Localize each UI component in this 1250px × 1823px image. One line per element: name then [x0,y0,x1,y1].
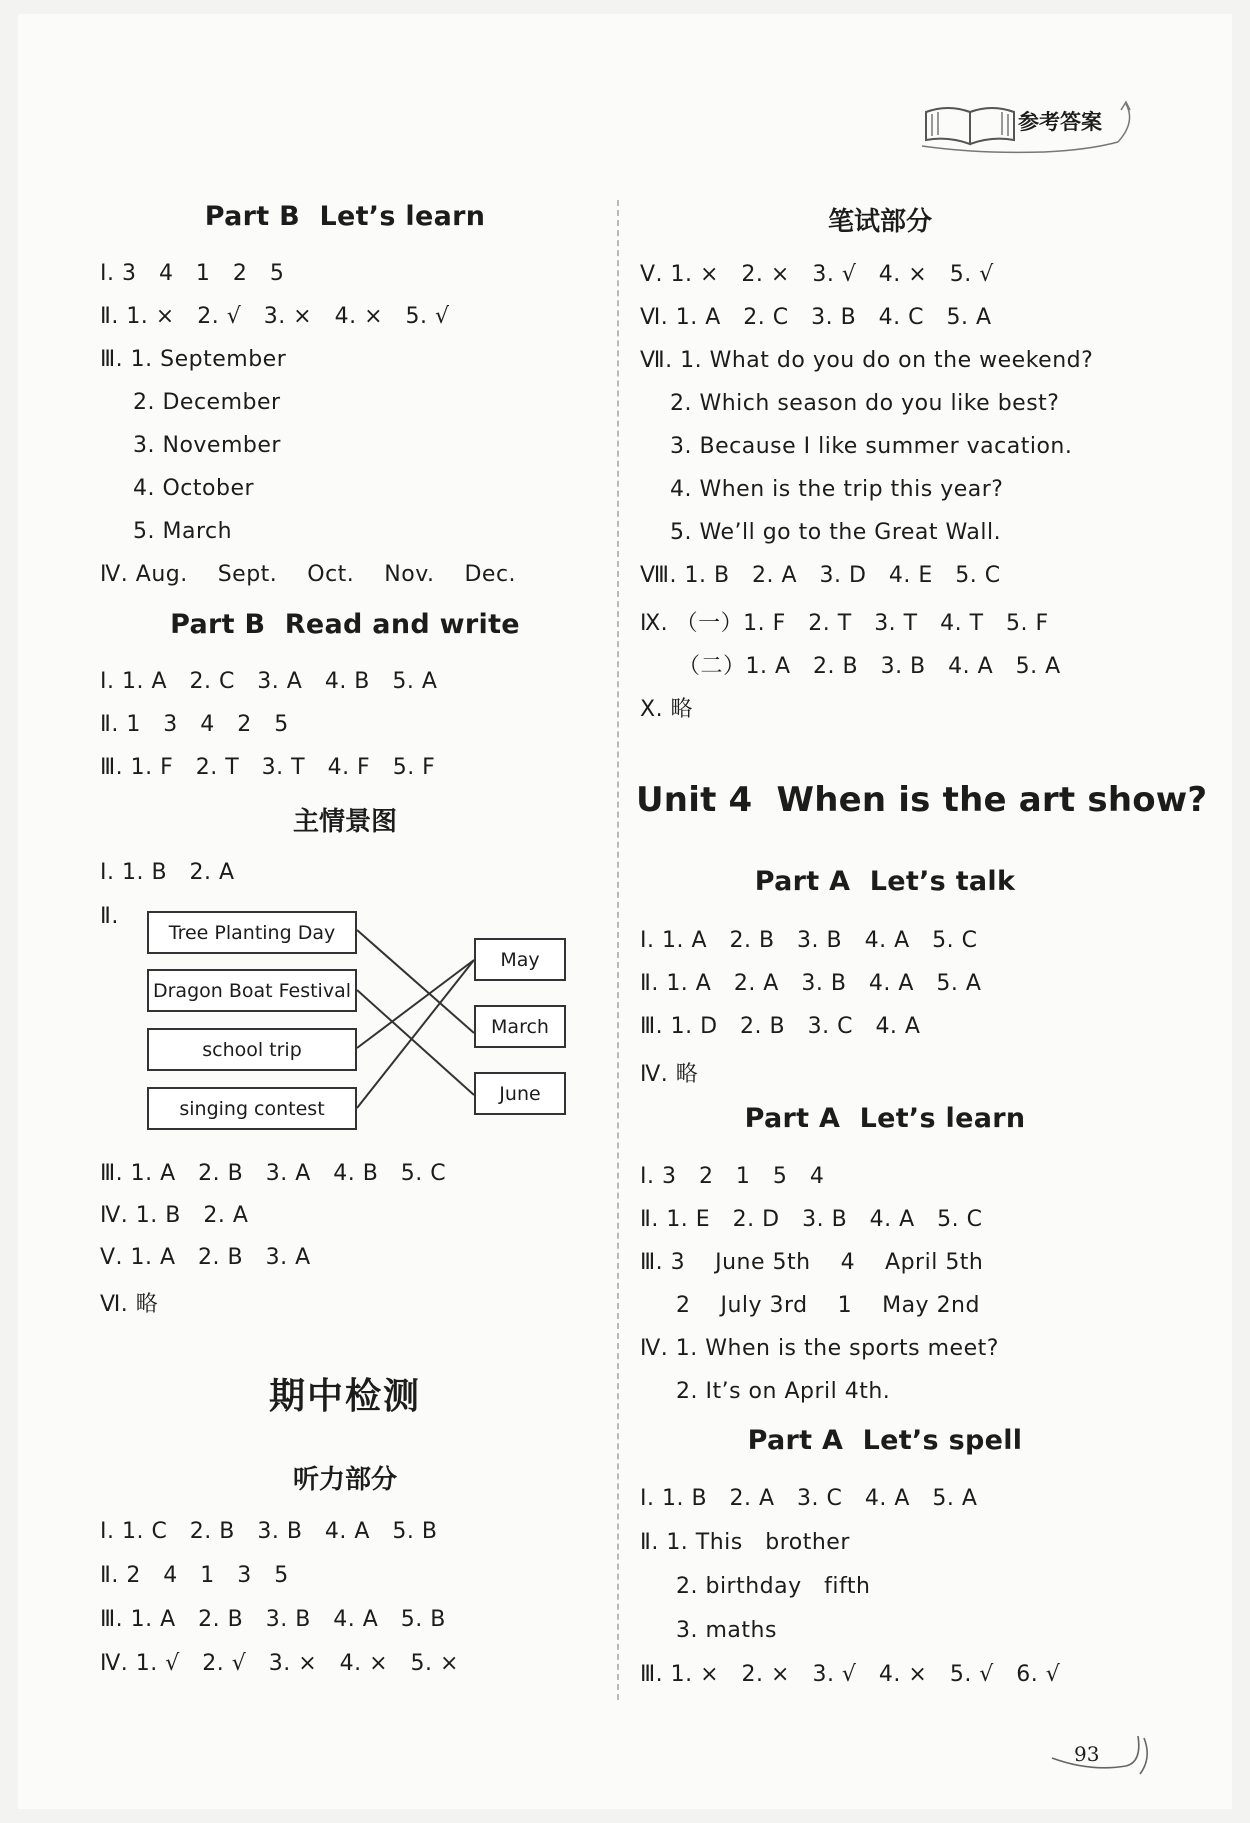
answer-line: Ⅳ. 1. B 2. A [100,1203,249,1228]
answer-line: Ⅸ. （一）1. F 2. T 3. T 4. T 5. F [640,611,1049,636]
match-box-month: March [474,1005,566,1048]
answer-line: Ⅴ. 1. × 2. × 3. √ 4. × 5. √ [640,262,994,287]
answer-line: Ⅰ. 1. B 2. A 3. C 4. A 5. A [640,1486,978,1511]
match-box-event: school trip [147,1028,357,1071]
answer-line: Ⅹ. 略 [640,697,694,722]
answer-line: Ⅲ. 1. D 2. B 3. C 4. A [640,1014,921,1039]
answer-line: 2. December [133,390,281,415]
section-title: 笔试部分 [827,207,932,237]
answer-line: Ⅲ. 1. × 2. × 3. √ 4. × 5. √ 6. √ [640,1662,1061,1687]
answer-line: 3. Because I like summer vacation. [670,434,1073,459]
answer-line: Ⅱ. 1. A 2. A 3. B 4. A 5. A [640,971,982,996]
page-number: 93 [1074,1742,1100,1766]
answer-line: Ⅰ. 1. B 2. A [100,860,235,885]
answer-line: Ⅳ. Aug. Sept. Oct. Nov. Dec. [100,562,517,587]
page-corner-curl-icon [1050,1730,1150,1780]
answer-line: 5. March [133,519,233,544]
match-box-event: Dragon Boat Festival [147,969,357,1012]
answer-line: 3. November [133,433,281,458]
match-box-event: Tree Planting Day [147,911,357,954]
answer-line: Ⅳ. 1. When is the sports meet? [640,1336,999,1361]
answer-line: Ⅲ. 1. F 2. T 3. T 4. F 5. F [100,755,436,780]
answer-line: 4. October [133,476,255,501]
answer-line: 2 July 3rd 1 May 2nd [676,1293,980,1318]
answer-line: Ⅶ. 1. What do you do on the weekend? [640,348,1094,373]
header-label: 参考答案 [1018,110,1102,134]
answer-line: 2. It’s on April 4th. [676,1379,891,1404]
answer-line: Ⅱ. 2 4 1 3 5 [100,1563,289,1588]
section-title: Part B Let’s learn [204,201,486,232]
answer-line: 3. maths [676,1618,777,1643]
section-title: Part A Let’s learn [744,1103,1026,1134]
answer-line: 2. Which season do you like best? [670,391,1060,416]
answer-line: Ⅱ. 1. × 2. √ 3. × 4. × 5. √ [100,304,450,329]
chapter-title: 期中检测 [268,1376,421,1417]
answer-line: Ⅵ. 略 [100,1292,159,1317]
section-title: Part A Let’s spell [747,1425,1023,1456]
answer-line: 2. birthday fifth [676,1574,871,1599]
answer-line: Ⅱ. [100,904,119,929]
answer-line: Ⅰ. 1. A 2. B 3. B 4. A 5. C [640,928,978,953]
answer-line: Ⅰ. 1. C 2. B 3. B 4. A 5. B [100,1519,438,1544]
answer-line: Ⅰ. 1. A 2. C 3. A 4. B 5. A [100,669,438,694]
match-box-month: June [474,1072,566,1115]
answer-line: （二）1. A 2. B 3. B 4. A 5. A [678,654,1061,679]
answer-line: Ⅴ. 1. A 2. B 3. A [100,1245,311,1270]
answer-line: Ⅱ. 1. This brother [640,1530,850,1555]
answer-line: Ⅳ. 1. √ 2. √ 3. × 4. × 5. × [100,1651,459,1676]
match-box-event: singing contest [147,1087,357,1130]
answer-line: Ⅱ. 1 3 4 2 5 [100,712,289,737]
unit-title: Unit 4 When is the art show? [636,780,1208,820]
section-title: Part A Let’s talk [754,866,1016,897]
answer-line: 4. When is the trip this year? [670,477,1004,502]
answer-line: Ⅵ. 1. A 2. C 3. B 4. C 5. A [640,305,992,330]
answer-line: Ⅲ. 3 June 5th 4 April 5th [640,1250,984,1275]
match-box-month: May [474,938,566,981]
answer-line: Ⅲ. 1. A 2. B 3. B 4. A 5. B [100,1607,446,1632]
answer-line: Ⅲ. 1. A 2. B 3. A 4. B 5. C [100,1161,447,1186]
answer-line: Ⅲ. 1. September [100,347,287,372]
section-title: 主情景图 [292,807,397,837]
section-title: Part B Read and write [170,609,520,640]
section-title: 听力部分 [292,1465,397,1495]
answer-line: Ⅰ. 3 4 1 2 5 [100,261,285,286]
answer-line: Ⅷ. 1. B 2. A 3. D 4. E 5. C [640,563,1001,588]
answer-line: Ⅱ. 1. E 2. D 3. B 4. A 5. C [640,1207,983,1232]
answer-line: Ⅳ. 略 [640,1062,699,1087]
answer-line: 5. We’ll go to the Great Wall. [670,520,1002,545]
answer-line: Ⅰ. 3 2 1 5 4 [640,1164,825,1189]
